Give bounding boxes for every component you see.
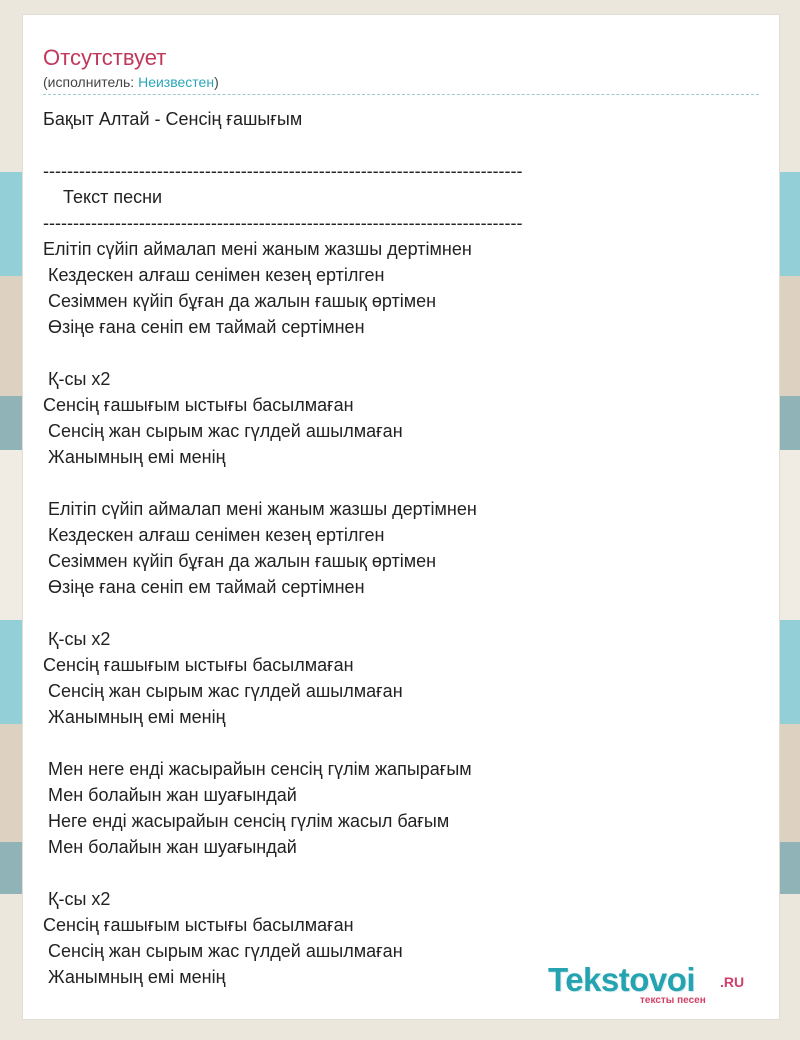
tekstovoi-logo[interactable] [548,962,758,1004]
logo-wordmark: Tekstovoi [548,961,696,998]
performer-prefix: (исполнитель: [43,74,139,90]
performer-suffix: ) [214,74,219,90]
song-title: Отсутствует [43,45,167,70]
logo-tagline: тексты песен [640,995,706,1006]
lyrics-card [22,14,780,1020]
lyrics-text: Бақыт Алтай - Сенсің ғашығым -------------------------------------------------------------------------------- Текст песни -------------------------------------------------------------------------------- Елітіп сүйіп аймалап мені жаным жазшы дертімнен Кездескен алғаш сенімен кезең ертілген Сезіммен күйіп бұған да жалын ғашық өртімен Өзіңе ғана сеніп ем таймай сертімнен Қ-сы х2 Сенсің ғашығым ыстығы басылмаған Сенсің жан сырым жас гүлдей ашылмаған Жанымның емі менің Елітіп сүйіп аймалап мені жаным жазшы дертімнен Кездескен алғаш сенімен кезең ертілген Сезіммен күйіп бұған да жалын ғашық өртімен Өзіңе ғана сеніп ем таймай сертімнен Қ-сы х2 Сенсің ғашығым ыстығы басылмаған Сенсің жан сырым жас гүлдей ашылмаған Жанымның емі менің Мен неге енді жасырайын сенсің гүлім жапырағым Мен болайын жан шуағындай Неге енді жасырайын сенсің гүлім жасыл бағым Мен болайын жан шуағындай Қ-сы х2 Сенсің ғашығым ыстығы басылмаған Сенсің жан сырым жас гүлдей ашылмаған Жанымның емі менің [43,109,523,987]
performer-line [43,73,219,91]
logo-domain: .RU [720,974,745,990]
dotted-divider [43,94,759,95]
performer-link[interactable]: Неизвестен [138,74,215,90]
